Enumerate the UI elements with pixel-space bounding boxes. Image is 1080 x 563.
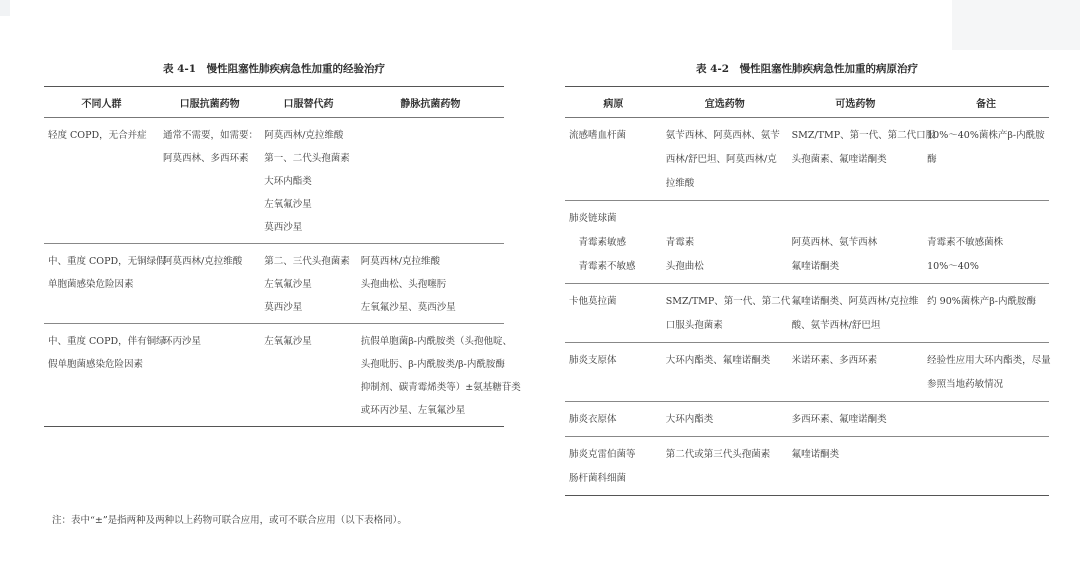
cell-line: 左氧氟沙星、莫西沙星 xyxy=(360,302,456,313)
cell-line xyxy=(792,207,920,231)
table-cell xyxy=(662,343,788,402)
table-cell xyxy=(923,437,1049,496)
table-cell xyxy=(44,244,166,324)
table-cell xyxy=(662,118,788,201)
cell-line: 左氧氟沙星 xyxy=(264,336,312,347)
cell-line: 单胞菌感染危险因素 xyxy=(48,279,134,290)
cell-line: 左氧氟沙星 xyxy=(264,279,312,290)
cell-line: 阿莫西林/克拉维酸 xyxy=(360,256,440,267)
cell-line: 肺炎克雷伯菌等 xyxy=(569,449,636,460)
table-cell xyxy=(923,284,1049,343)
cell-line: 10%～40% xyxy=(927,261,979,272)
cell-line: 抗假单胞菌β-内酰胺类（头孢他啶、 xyxy=(360,336,512,347)
table-cell xyxy=(260,324,357,427)
corner-left xyxy=(0,0,10,16)
cell-line: 环丙沙星 xyxy=(163,336,202,347)
table-cell xyxy=(565,402,662,437)
cell-line: 肠杆菌科细菌 xyxy=(569,473,627,484)
column-header: 不同人群 xyxy=(44,87,159,118)
table-cell xyxy=(662,402,788,437)
cell-line: 第二、三代头孢菌素 xyxy=(264,256,350,267)
table-cell xyxy=(260,118,357,244)
cell-line: 口服头孢菌素 xyxy=(665,320,723,331)
cell-line: 青霉素不敏感菌株 xyxy=(927,237,1004,248)
cell-line: 头孢吡肟、β-内酰胺类/β-内酰胺酶 xyxy=(360,359,505,370)
cell-line: 氟喹诺酮类 xyxy=(791,449,840,460)
table-cell xyxy=(923,201,1049,284)
table-4-1 xyxy=(44,86,521,427)
table-cell xyxy=(260,244,357,324)
table-cell xyxy=(357,244,504,324)
table-4-1-caption: 表 4-1 慢性阻塞性肺疾病急性加重的经验治疗 xyxy=(162,63,386,75)
table-cell xyxy=(788,343,924,402)
column-header: 病原 xyxy=(565,87,662,118)
table-cell xyxy=(662,201,788,284)
column-header: 宜选药物 xyxy=(662,87,788,118)
cell-line: 假单胞菌感染危险因素 xyxy=(48,359,144,370)
cell-line: 青霉素 xyxy=(665,237,695,248)
cell-line: 大环内酯类 xyxy=(665,414,714,425)
cell-line: 10%～40%菌株产β-内酰胺 xyxy=(927,130,1045,141)
cell-line: 左氧氟沙星 xyxy=(264,199,312,210)
table-cell xyxy=(44,324,166,427)
table-row xyxy=(44,118,504,244)
cell-line: 氟喹诺酮类、阿莫西林/克拉维 xyxy=(791,296,919,307)
cell-line: 头孢曲松 xyxy=(665,261,704,272)
cell-line: 米诺环素、多西环素 xyxy=(791,355,878,366)
table-cell xyxy=(565,201,662,284)
cell-line: 酸、氨苄西林/舒巴坦 xyxy=(791,320,881,331)
cell-line: 拉维酸 xyxy=(665,178,695,189)
column-header: 可选药物 xyxy=(788,87,924,118)
table-cell xyxy=(662,437,788,496)
cell-line: 青霉素不敏感 xyxy=(569,261,636,272)
table-cell xyxy=(923,118,1049,201)
cell-line: 西林/舒巴坦、阿莫西林/克 xyxy=(665,154,777,165)
table-cell xyxy=(565,437,662,496)
cell-line: SMZ/TMP、第一代、第二代口服 xyxy=(791,130,936,141)
table-cell xyxy=(788,118,936,201)
cell-line: 多西环素、氟喹诺酮类 xyxy=(791,414,887,425)
cell-line: 中、重度 COPD，无铜绿假 xyxy=(48,256,166,267)
table-cell xyxy=(357,324,521,427)
table-row xyxy=(565,201,1049,284)
cell-line: 阿莫西林、氨苄西林 xyxy=(791,237,878,248)
table-cell xyxy=(159,324,260,427)
cell-line: 参照当地药敏情况 xyxy=(927,379,1004,390)
cell-line: 中、重度 COPD，伴有铜绿 xyxy=(48,336,166,347)
table-row xyxy=(44,324,504,427)
cell-line: 肺炎衣原体 xyxy=(569,414,617,425)
cell-line: 约 90%菌株产β-内酰胺酶 xyxy=(927,296,1036,307)
cell-line: 轻度 COPD，无合并症 xyxy=(48,130,147,141)
table-row xyxy=(565,437,1049,496)
table-cell xyxy=(788,437,924,496)
cell-line: 大环内酯类、氟喹诺酮类 xyxy=(665,355,771,366)
table-cell xyxy=(565,284,662,343)
cell-line: 抑制剂、碳青霉烯类等）±氨基糖苷类 xyxy=(360,382,521,393)
cell-line: 大环内酯类 xyxy=(264,176,312,187)
table-cell xyxy=(923,402,1049,437)
cell-line: 头孢曲松、头孢噻肟 xyxy=(360,279,447,290)
cell-line: 流感嗜血杆菌 xyxy=(569,130,627,141)
table-row xyxy=(565,284,1049,343)
table-cell xyxy=(159,244,260,324)
table-row xyxy=(565,343,1049,402)
table-cell xyxy=(788,284,924,343)
cell-line: 第二代或第三代头孢菌素 xyxy=(665,449,771,460)
table-cell xyxy=(44,118,159,244)
cell-line: 第一、二代头孢菌素 xyxy=(264,153,350,164)
table-cell xyxy=(565,343,662,402)
table-cell xyxy=(565,118,662,201)
cell-line: 或环丙沙星、左氧氟沙星 xyxy=(360,405,466,416)
table-4-2-caption: 表 4-2 慢性阻塞性肺疾病急性加重的病原治疗 xyxy=(695,63,919,75)
cell-line: 肺炎链球菌 xyxy=(569,213,617,224)
cell-line xyxy=(666,207,784,231)
table-row xyxy=(565,118,1049,201)
table-4-2-block xyxy=(565,60,1049,496)
cell-line: 通常不需要，如需要： xyxy=(163,130,259,141)
table-cell xyxy=(788,201,924,284)
cell-line: 氨苄西林、阿莫西林、氨苄 xyxy=(665,130,780,141)
cell-line: 莫西沙星 xyxy=(264,222,303,233)
cell-line: 经验性应用大环内酯类，尽量 xyxy=(927,355,1051,366)
cell-line: 阿莫西林/克拉维酸 xyxy=(264,130,344,141)
table-cell xyxy=(923,343,1049,402)
table-4-1-block xyxy=(44,60,521,427)
cell-line: 阿莫西林、多西环素 xyxy=(163,153,249,164)
cell-line: 卡他莫拉菌 xyxy=(569,296,617,307)
cell-line: 头孢菌素、氟喹诺酮类 xyxy=(791,154,887,165)
table-cell xyxy=(788,402,924,437)
column-header: 备注 xyxy=(923,87,1049,118)
cell-line: 肺炎支原体 xyxy=(569,355,617,366)
column-header: 静脉抗菌药物 xyxy=(357,87,504,118)
corner-right xyxy=(952,0,1080,50)
column-header: 口服替代药 xyxy=(260,87,357,118)
table-cell xyxy=(662,284,791,343)
cell-line: 青霉素敏感 xyxy=(569,237,627,248)
cell-line: 阿莫西林/克拉维酸 xyxy=(163,256,243,267)
cell-line: 莫西沙星 xyxy=(264,302,303,313)
table-row xyxy=(44,244,504,324)
table-cell xyxy=(357,118,504,244)
table-note: 注：表中“±”是指两种及两种以上药物可联合应用，或可不联合应用（以下表格同）。 xyxy=(52,515,407,526)
table-cell xyxy=(159,118,260,244)
cell-line: 酶 xyxy=(927,154,937,165)
cell-line xyxy=(927,207,1045,231)
cell-line: 氟喹诺酮类 xyxy=(791,261,840,272)
cell-line: SMZ/TMP、第一代、第二代 xyxy=(665,296,791,307)
column-header: 口服抗菌药物 xyxy=(159,87,260,118)
table-4-2 xyxy=(565,86,1049,496)
table-row xyxy=(565,402,1049,437)
